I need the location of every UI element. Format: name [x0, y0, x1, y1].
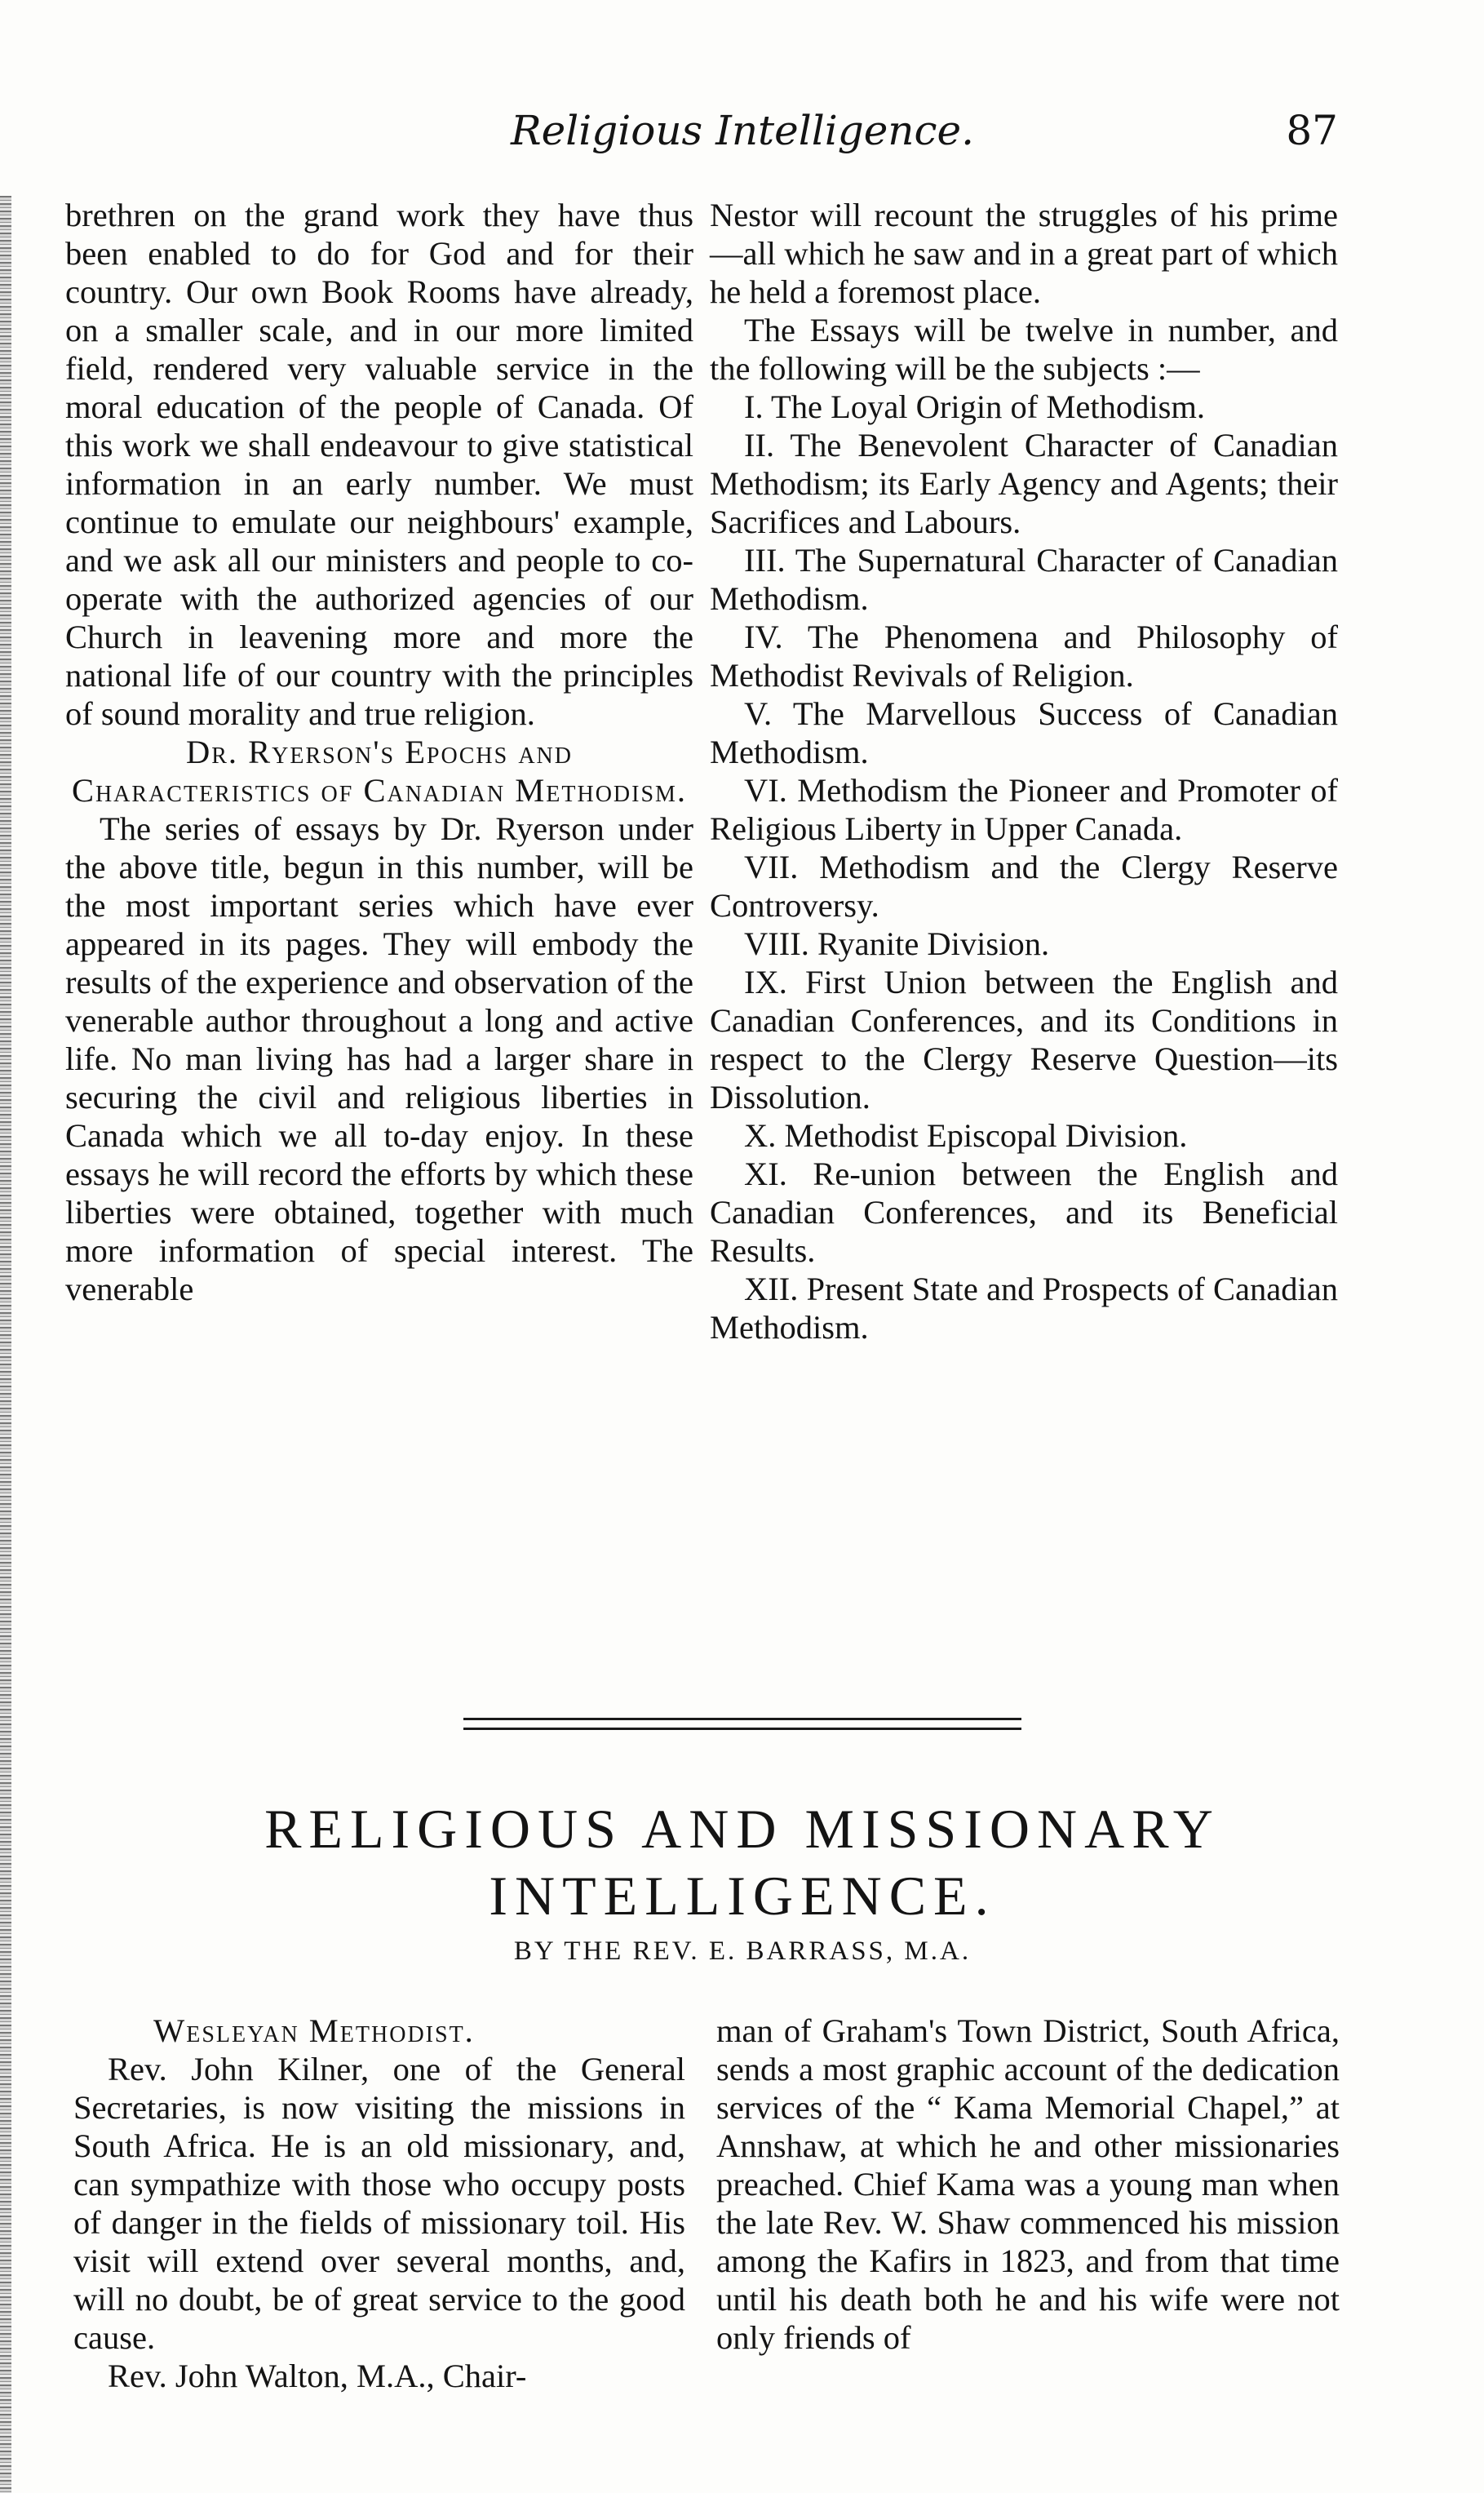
paragraph: brethren on the grand work they have thus been enabled to do for God and for their country. Our own Book Rooms have already, on a smaller scale, and in our more limited field, rendered very valuable service in the moral education of the people of Canada. Of this work we shall endeavour to give statistical information in an early number. We must continue to emulate our neighbours' example, and we ask all our ministers and people to co-operate with the authorized agencies of our Church in leavening more and more the national life of our country with the principles of sound morality and true religion. [65, 197, 693, 732]
essay-list-item: I. The Loyal Origin of Methodism. [744, 388, 1206, 425]
essay-list-item: VIII. Ryanite Division. [744, 925, 1050, 962]
running-title: Religious Intelligence. [511, 107, 974, 154]
paragraph: The series of essays by Dr. Ryerson under the above title, begun in this number, will be the most important series which have ever appeared in its pages. They will embody the results of the experience and observation of the venerable author throughout a long and active life. No man living has had a larger share in securing the civil and religious liberties in Canada which we all to-day enjoy. In these essays he will record the efforts by which these liberties were obtained, together with much more information of special interest. The venerable [65, 810, 693, 1307]
rule-line [463, 1718, 1021, 1720]
paragraph: man of Graham's Town District, South Africa, sends a most graphic account of the dedication services of the “ Kama Memorial Chapel,” at Annshaw, at which he and other missionaries preached. Chief Kama was a young man when the late Rev. W. Shaw commenced his mission among the Kafirs in 1823, and from that time until his death both he and his wife were not only friends of [716, 2012, 1340, 2356]
essay-list-item: XII. Present State and Prospects of Canadian Methodism. [710, 1271, 1338, 1346]
essay-list-item: III. The Supernatural Character of Canadian Methodism. [710, 542, 1338, 617]
paragraph: Rev. John Walton, M.A., Chair- [108, 2358, 527, 2394]
essay-list-item: VII. Methodism and the Clergy Reserve Controversy. [710, 849, 1338, 924]
section-title-line: RELIGIOUS AND MISSIONARY [264, 1798, 1220, 1860]
column-right-bottom [716, 2012, 1340, 2357]
page-number: 87 [1286, 107, 1338, 154]
paragraph: Rev. John Kilner, one of the General Secretaries, is now visiting the missions in South Africa. He is an old missionary, and, can sympathize with those who occupy posts of danger in the fields of missionary toil. His visit will extend over several months, and, will no doubt, be of great service to the good cause. [73, 2051, 685, 2356]
essay-list-item: VI. Methodism the Pioneer and Promoter of Religious Liberty in Upper Canada. [710, 772, 1338, 847]
paragraph: The Essays will be twelve in number, and the following will be the subjects :— [710, 312, 1338, 387]
subheading-wesleyan-methodist: Wesleyan Methodist. [153, 2012, 475, 2049]
essay-list-item: X. Methodist Episcopal Division. [744, 1117, 1188, 1154]
essay-list-item: XI. Re-union between the English and Canadian Conferences, and its Beneficial Results. [710, 1156, 1338, 1269]
double-rule-divider [463, 1718, 1021, 1737]
rule-line [463, 1728, 1021, 1730]
paragraph: Nestor will recount the struggles of his prime—all which he saw and in a great part of which he held a foremost place. [710, 197, 1338, 310]
essay-list-item: IV. The Phenomena and Philosophy of Methodist Revivals of Religion. [710, 619, 1338, 694]
column-left-bottom [73, 2012, 685, 2395]
essay-list-item: IX. First Union between the English and Canadian Conferences, and its Conditions in respect to the Clergy Reserve Question—its Dissolution. [710, 964, 1338, 1116]
column-right-top [710, 196, 1338, 1346]
subheading-ryerson-epochs: Dr. Ryerson's Epochs and Characteristics of Canadian Methodism. [71, 734, 688, 809]
page-header [65, 98, 1338, 163]
section-title [82, 1795, 1403, 1929]
section-title-line: INTELLIGENCE. [489, 1865, 996, 1927]
essay-list-item: V. The Marvellous Success of Canadian Methodism. [710, 695, 1338, 770]
column-left-top [65, 196, 693, 1308]
byline: BY THE REV. E. BARRASS, M.A. [513, 1936, 972, 1966]
essay-list-item: II. The Benevolent Character of Canadian Methodism; its Early Agency and Agents; their Sacrifices and Labours. [710, 427, 1338, 540]
page-binding-edge [0, 196, 11, 2493]
